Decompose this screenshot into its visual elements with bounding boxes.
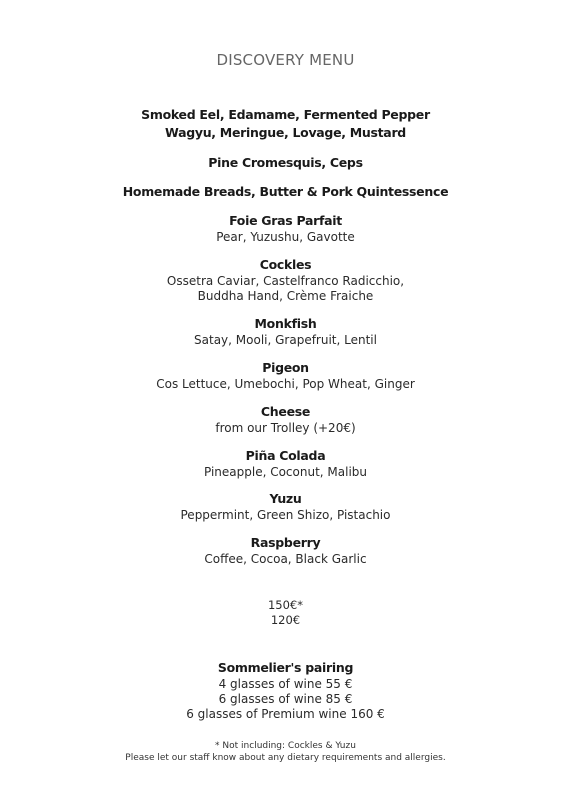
course-pigeon bbox=[0, 359, 571, 392]
dish-name: Pine Cromesquis, Ceps bbox=[208, 155, 363, 170]
course-cockles bbox=[0, 256, 571, 304]
price-value: 120€ bbox=[270, 613, 301, 627]
snacks-section bbox=[0, 106, 571, 142]
course-monkfish bbox=[0, 315, 571, 348]
dish-name: Piña Colada bbox=[245, 448, 326, 463]
menu-title: DISCOVERY MENU bbox=[216, 51, 355, 69]
course-cheese bbox=[0, 403, 571, 436]
dish-description: Buddha Hand, Crème Fraiche bbox=[197, 289, 374, 303]
dish-description: Ossetra Caviar, Castelfranco Radicchio, bbox=[166, 274, 405, 288]
course-yuzu bbox=[0, 490, 571, 523]
course-raspberry bbox=[0, 534, 571, 567]
footnotes bbox=[0, 740, 571, 764]
dish-name: Foie Gras Parfait bbox=[229, 213, 342, 228]
dish-description: Pear, Yuzushu, Gavotte bbox=[216, 230, 355, 244]
dish-description: Pineapple, Coconut, Malibu bbox=[203, 465, 368, 479]
pairing-option: 4 glasses of wine 55 € bbox=[218, 677, 353, 691]
dish-name: Cockles bbox=[259, 257, 312, 272]
snack-item: Smoked Eel, Edamame, Fermented Pepper bbox=[141, 107, 430, 122]
price-section bbox=[0, 598, 571, 628]
dish-name: Cheese bbox=[260, 404, 311, 419]
course-foie-gras bbox=[0, 212, 571, 245]
dish-name: Monkfish bbox=[254, 316, 317, 331]
price-value: 150€* bbox=[267, 598, 304, 612]
pine-section bbox=[0, 154, 571, 172]
snack-item: Wagyu, Meringue, Lovage, Mustard bbox=[165, 125, 406, 140]
course-pina-colada bbox=[0, 447, 571, 480]
dish-description: Peppermint, Green Shizo, Pistachio bbox=[180, 508, 391, 522]
dish-name: Pigeon bbox=[262, 360, 309, 375]
pairing-option: 6 glasses of wine 85 € bbox=[218, 692, 353, 706]
footnote: Please let our staff know about any dietary requirements and allergies. bbox=[125, 753, 446, 763]
dish-description: Cos Lettuce, Umebochi, Pop Wheat, Ginger bbox=[156, 377, 415, 391]
pairing-option: 6 glasses of Premium wine 160 € bbox=[186, 707, 385, 721]
pairing-title: Sommelier's pairing bbox=[217, 660, 354, 675]
dish-name: Yuzu bbox=[269, 491, 302, 506]
dish-name: Raspberry bbox=[250, 535, 321, 550]
dish-name: Homemade Breads, Butter & Pork Quintessence bbox=[122, 184, 449, 199]
pairing-section bbox=[0, 659, 571, 722]
dish-description: Coffee, Cocoa, Black Garlic bbox=[204, 552, 367, 566]
breads-section bbox=[0, 183, 571, 201]
footnote: * Not including: Cockles & Yuzu bbox=[215, 741, 356, 751]
dish-description: Satay, Mooli, Grapefruit, Lentil bbox=[194, 333, 377, 347]
dish-description: from our Trolley (+20€) bbox=[215, 421, 356, 435]
